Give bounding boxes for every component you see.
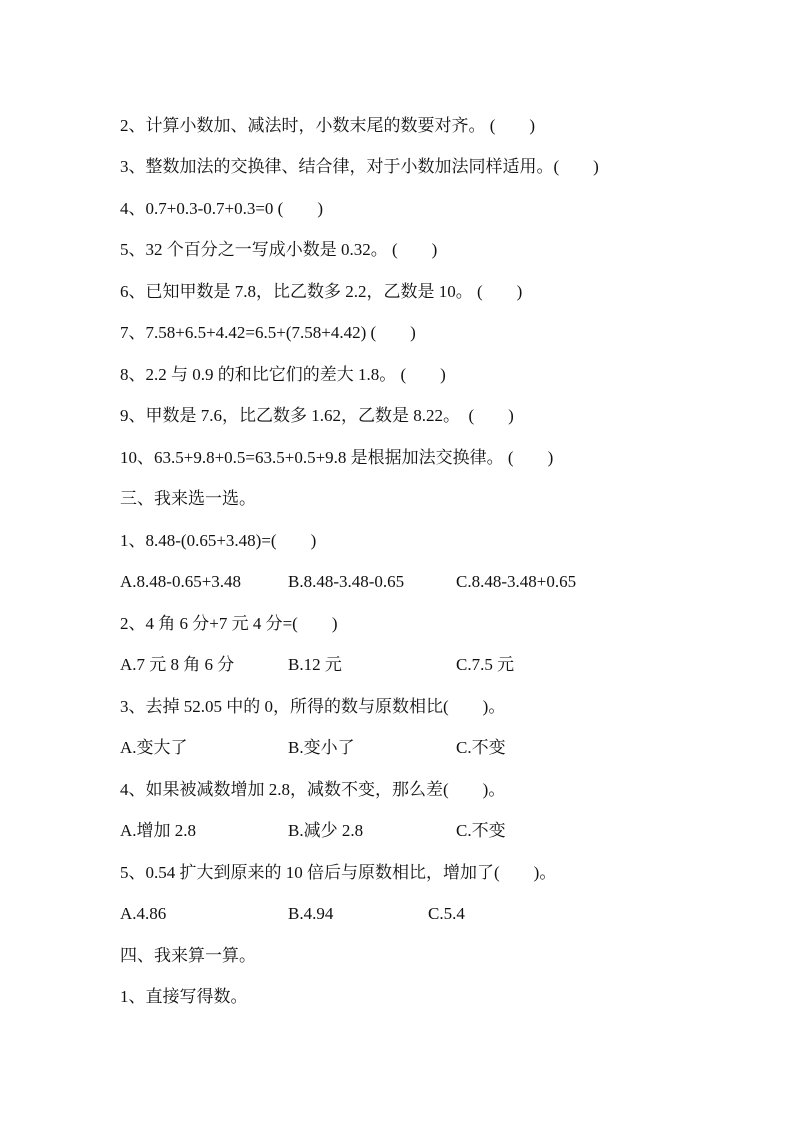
section-title-calculate: 四、我来算一算。 <box>120 946 256 965</box>
judge-item-10: 10、63.5+9.8+0.5=63.5+0.5+9.8 是根据加法交换律。 ( ) <box>120 448 554 467</box>
option-a: A.变大了 <box>120 738 188 757</box>
option-b: B.变小了 <box>288 738 355 757</box>
option-c: C.7.5 元 <box>456 655 515 674</box>
choice-options-4 <box>120 820 720 842</box>
choice-options-1 <box>120 571 720 593</box>
option-a: A.增加 2.8 <box>120 821 197 840</box>
judge-item-4: 4、0.7+0.3-0.7+0.3=0 ( ) <box>120 199 323 218</box>
choice-question-1: 1、8.48-(0.65+3.48)=( ) <box>120 531 317 550</box>
choice-question-2: 2、4 角 6 分+7 元 4 分=( ) <box>120 614 338 633</box>
choice-options-3 <box>120 737 720 759</box>
judge-item-3: 3、整数加法的交换律、结合律，对于小数加法同样适用。( ) <box>120 157 599 176</box>
judge-item-5: 5、32 个百分之一写成小数是 0.32。 ( ) <box>120 240 438 259</box>
judge-item-2: 2、计算小数加、减法时，小数末尾的数要对齐。 ( ) <box>120 116 536 135</box>
choice-question-5: 5、0.54 扩大到原来的 10 倍后与原数相比，增加了( )。 <box>120 863 557 882</box>
choice-options-2 <box>120 654 720 676</box>
section-title-choose: 三、我来选一选。 <box>120 489 256 508</box>
option-b: B.减少 2.8 <box>288 821 364 840</box>
judge-item-7: 7、7.58+6.5+4.42=6.5+(7.58+4.42) ( ) <box>120 323 416 342</box>
option-b: B.8.48-3.48-0.65 <box>288 572 405 591</box>
option-c: C.不变 <box>456 738 506 757</box>
judge-item-8: 8、2.2 与 0.9 的和比它们的差大 1.8。 ( ) <box>120 365 446 384</box>
choice-options-5 <box>120 903 720 925</box>
choice-question-4: 4、如果被减数增加 2.8，减数不变，那么差( )。 <box>120 780 506 799</box>
option-c: C.5.4 <box>428 904 465 923</box>
option-b: B.4.94 <box>288 904 334 923</box>
option-c: C.8.48-3.48+0.65 <box>456 572 577 591</box>
option-c: C.不变 <box>456 821 506 840</box>
choice-question-3: 3、去掉 52.05 中的 0，所得的数与原数相比( )。 <box>120 697 506 716</box>
option-a: A.7 元 8 角 6 分 <box>120 655 235 674</box>
option-b: B.12 元 <box>288 655 342 674</box>
option-a: A.4.86 <box>120 904 167 923</box>
subsection-direct-answer: 1、直接写得数。 <box>120 987 248 1006</box>
option-a: A.8.48-0.65+3.48 <box>120 572 242 591</box>
judge-item-9: 9、甲数是 7.6，比乙数多 1.62，乙数是 8.22。 ( ) <box>120 406 514 425</box>
judge-item-6: 6、已知甲数是 7.8，比乙数多 2.2，乙数是 10。 ( ) <box>120 282 523 301</box>
